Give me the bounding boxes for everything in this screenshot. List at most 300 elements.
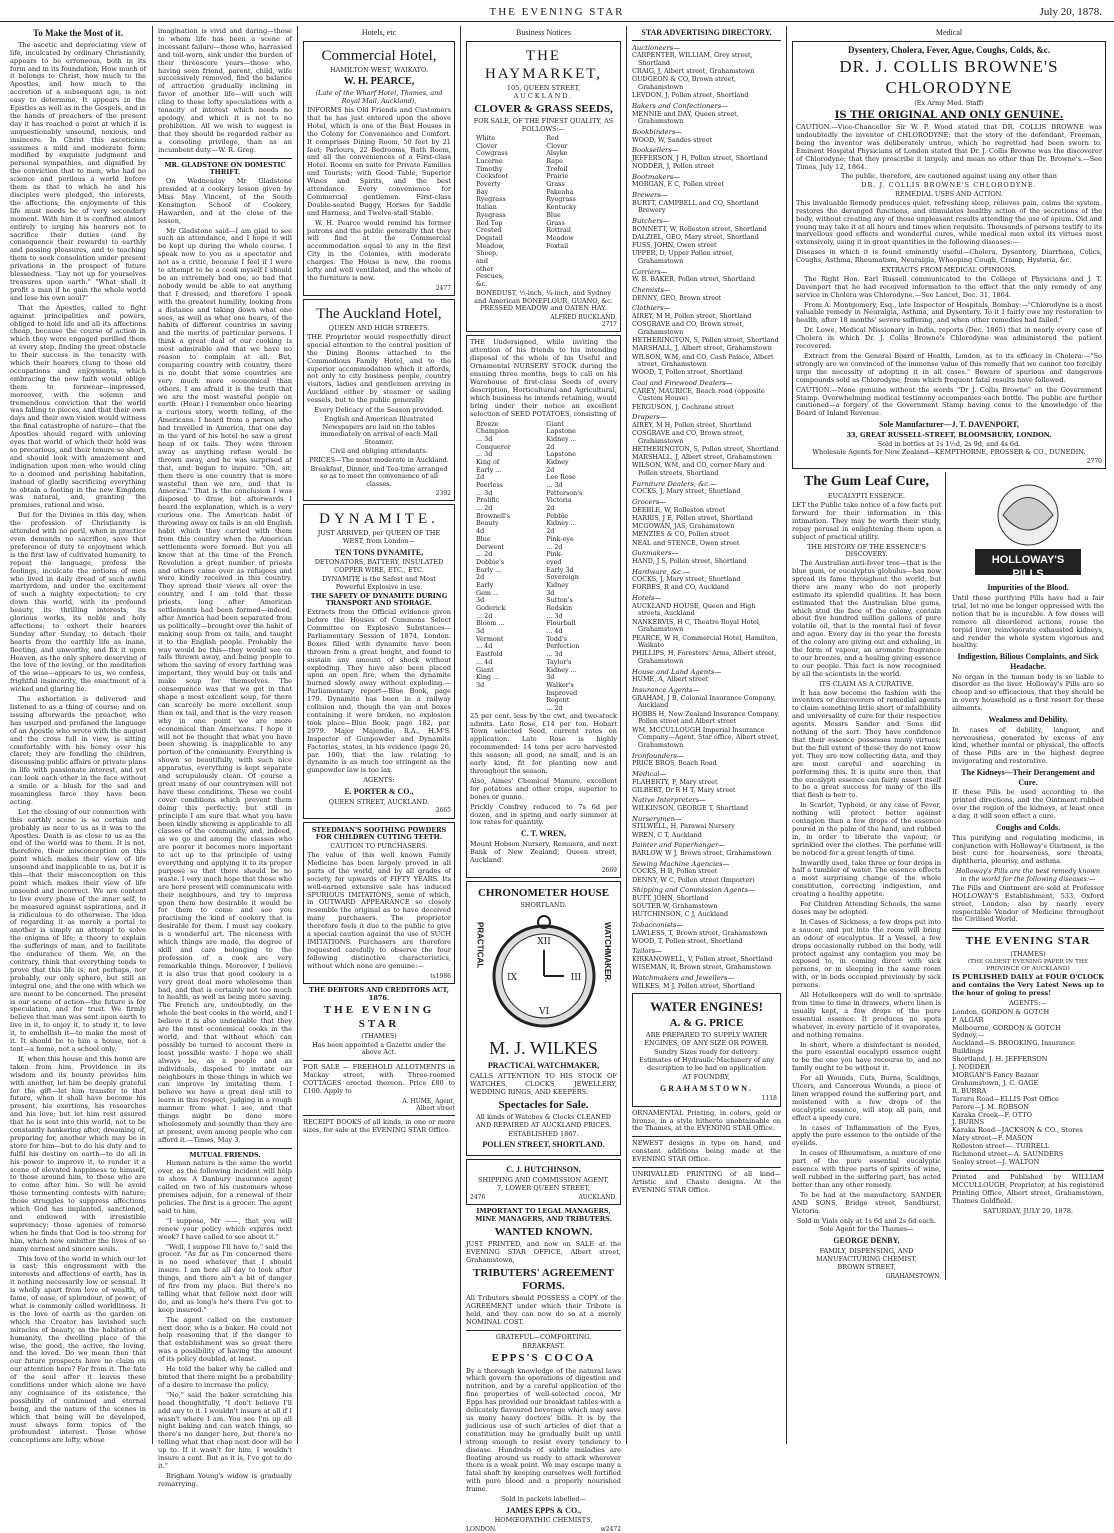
ad-heading: THE SAFETY OF DYNAMITE DURING TRANSPORT AND STORAGE. [310,591,448,608]
seed-item: Alsyke [546,149,568,158]
ad-text: BREAKFAST. [522,1341,565,1350]
directory-entry: HUME, A, Albert street [632,675,709,684]
ad-text: Sundry Sizes ready for delivery. [654,1047,759,1056]
seed-list [470,135,617,289]
ad-side-label: WATCHMAKER. [603,921,612,983]
directory-entry: FORBES, R and CO, Auckland [632,583,730,592]
directory-entry: HETHERINGTON, S, Pollen street, Shortland [632,336,779,345]
column-rule [460,26,461,1444]
ad-text: INFORMS his Old Friends and Customers that he has just entered upon the above Hotel, which is one of the Best Houses in the Colony for Convenience and Comfort. It comprises Dining Room, 50 feet by 21 feet; Parlours, 22 Bedrooms, Bath Room, and all the conveniences of a First-class Hotel. Rooms en suite for Private Families and Tourists; with Good Table, Superior Wines and Spirits, and the best attendance. Every convenience for Commercial gentlemen. First-class Double-seated Buggy, Horses for Saddle and Harness, and Twelve-stall Stable. [307,105,451,217]
directory-category: Tailors— [632,947,663,956]
directory-category: Grocers— [632,498,667,507]
ad-name: C. J. HUTCHINSON, [506,1164,581,1174]
agent-item: J. BURNS [952,1118,984,1127]
ad-text: CALLS ATTENTION TO HIS STOCK OF WATCHES, CLOCKS, JEWELLERY, WEDDING RINGS, AND KEEPERS. [470,1072,617,1096]
column-4 [466,28,621,1533]
ad-text: ESTABLISHED 1867. [508,1129,579,1138]
ad-title: CHRONOMETER HOUSE [477,886,610,899]
ad-text: In Cases of Sickness, a few drops put into a saucer, and put into the room will bring an odour of eucalyptus. If a Vessel, a few drops occasionally rubbed on the body, will protect against any contagion you may be exposed to, in coming direct with sick persons, or in sleeping in the same room with, or in beds occupied previously by sick persons. [792,917,941,990]
directory-category: Butchers— [632,217,670,226]
directory-category: Nurserymen— [632,814,682,823]
seed-item: Italian Ryegrass [476,203,506,219]
directory-entry: NODDER, J, Pollen street [632,162,714,171]
ad-ref: 2770 [1086,458,1102,466]
ad-text: (Ex Army Med. Staff) [914,99,984,108]
directory-entry: WILSON, W.M, and CO, corner Mary and Pollen streets, Shortland [632,461,765,478]
agent-item: Sydney,— [952,1031,985,1040]
directory-entry: BUTT, JOHN, Shortland [632,893,709,902]
ad-text: AT FOUNDRY, [682,1073,731,1082]
ad-text: LET the Public take notice of a few facts put forward for their information in this intimation. They may be worth their study, repay perusal in enlightening them upon a subject of practical utility. [792,501,941,541]
potato-list-right [546,421,611,713]
agent-item: Mary street—F. MASON [952,1134,1033,1143]
potato-item: Prolific ... 2d [476,496,500,513]
directory-entry: COCKS, H B, Pollen street [632,867,718,876]
ad-title: THE DEBTORS AND CREDITORS ACT, 1876. [309,985,449,1002]
ad-text: HOMŒOPATHIC CHEMISTS, [494,1516,593,1525]
directory-entry: DALZIEL, GEO, Mary street, Shortland [632,233,759,241]
directory-entry: BARLOW, W J, Brown street, Grahamstown [632,848,772,857]
directory-entry: CAREY, MAURICE, Beach road (opposite Custom House) [632,386,765,403]
ad-ref: w2472 [600,1526,621,1533]
potato-list-left [476,421,541,713]
ad-name: E. PORTER & CO., [344,787,414,797]
ad-text: In cases of Rheumatism, a mixture of one part of the pure essential eucalyptic essence with three parts of spirits of wine, well rubbed in the suffering part, has acted better than any other remedy. [792,1149,941,1189]
ad-text: SHIPPING AND COMMISSION AGENT, [478,1175,609,1184]
paragraph: "No," said the baker scratching his head thoughtfully, "I don't believe I'll add any to it. I wouldn't insure at all if I wasn't where I am. You see I'm up all night baking and can watch things, so there's no danger here, but there's no telling what that chap next door will be up to. If it wasn't for him, I wouldn't insure a cent. But as it is, I've got to do it." [158,1390,292,1470]
potato-item: Breeze Champion ... 3d [476,419,509,443]
ad-side-label: PRACTICAL [475,921,485,969]
directory-entry: W. B. BAKER, Pollen street, Shortland [632,275,755,284]
potato-item: Walker's Improved Regent ... 2d [546,680,578,712]
potato-item: Giant King ... 3d [476,665,500,689]
ad-text: All kinds of Watches & Clocks CLEANED AND REPAIRED AT AUCKLAND PRICES. [475,1112,612,1129]
ad-name: A. & G. PRICE [669,1016,744,1029]
directory-entry: DEEBLE, W, Rolleston street [632,505,726,514]
paragraph: On Wednesday Mr Gladstone presided at a cookery lesson given by Miss May Vincent, of the South Kensington School of Cookery, Hawarden, and at the close of the lesson, [158,177,292,225]
directory-entry: GRAHAM, J B, Colonial Insurance Company, Auckland [632,693,776,710]
paragraph: Brigham Young's widow is gradually remarrying. [158,1471,292,1488]
directory-entry: HAND, J S, Pollen street, Shortland [632,556,747,565]
article-title: MUTUAL FRIENDS. [189,1150,261,1159]
directory-category: Carriers— [632,267,668,276]
paragraph: This love of the world in which our lot is cast; this engrossment with the interests and affections of earth, has in it nothing necessarily low or sensual. It is wholly apart from love of wealth, of fame, of ease, of splendour, of power, of what is commonly called worldliness. It is the love of earth as the garden on which the Creator has lavished such miracles of beauty, as the habitation of humanity, the dwelling place of the wise, the good, the active, the loving, and the loved. Do we mean then that our future prospects have no claim on our attention here? Far from it. The fate of the soul after it leaves these conditions under which alone we have any cognisance of its existence, the possibility of continued and eternal being, and the nature of the scenes in which that being will be developed, must always form topics of the profoundest interest. Those whose conceptions are lofty, whose [10,1254,146,1445]
ad-text: The Pills and Ointment are sold at Professor HOLLOWAY'S Establishment, 533, Oxford street, London; also by nearly every respectable Vendor of Medicine throughout the Civilised World. [952,883,1104,924]
ad-text: Also, Aimes' Chemical Manure, excellent for potatoes and other crops, superior to bones or guano. [470,776,617,801]
ad-text: JUST ARRIVED, per QUEEN OF THE WEST, from London— [317,529,441,546]
ad-text: GRAHAMSTOWN. [885,1273,941,1281]
directory-entry: UPPER, D, Upper Pollen street, Grahamstown [632,249,734,266]
ad-ref: 2717 [601,321,617,329]
ad-text: Prickly Comfrey reduced to 7s 6d per dozen, and in spring and early summer at low rates for quantity. [470,802,617,827]
directory-category: Hotels— [632,594,662,603]
directory-entry: COSGRAVE and CO, Brown street, Grahamstown [632,429,745,445]
ad-title: TRIBUTERS' AGREEMENT FORMS. [473,1266,614,1292]
directory-entry: BONNETT, W, Rolleston street, Shortland [632,224,767,233]
directory-category: Coal and Firewood Dealers— [632,379,733,388]
column-rule [297,26,298,1444]
ad-text: GRAHAMSTOWN. [660,1083,753,1093]
ad-text: THE Undersigned, while inviting the attention of his friends to his intending disposal of the whole of his Useful and Ornamental NURSERY STOCK during the ensuing three months, begs to call on his Warehouse of first-class Seeds of every description, Horticultural and Agricultural, which business he intends retaining, would bring under their notice an excellent selection of SEED POTATOES, consisting of [470,338,617,418]
svg-text:XII: XII [536,936,551,947]
agent-item: Shortland, J. H. JEFFERSON [952,1055,1048,1064]
directory-entry: COCKS, J, Mary street, Shortland [632,575,741,584]
ad-heading: THE HISTORY OF THE ESSENCE'S DISCOVERY. [807,542,926,559]
directory-entry: PHILLIPS, H, Foresters' Arms, Albert street, Grahamstown [632,649,777,666]
ad-hutchinson [466,1159,621,1205]
agent-item: Auckland—S. BROOKING, Insurance Buildings [952,1039,1075,1056]
directory-entry: NANKERVIS, H C, Theatre Royal Hotel, Grahamstown [632,617,761,634]
potato-item: Sutton's Redskin ... 3d [546,596,573,620]
seed-list-left [476,135,541,289]
agent-item: Karaka Road—JACKSON & CO., Stores [952,1126,1083,1135]
ad-text: LONDON. [466,1526,497,1533]
agent-item: Richmond street—A. SAUNDERS [952,1150,1064,1159]
agent-item: Grahamstown, J. C. GAGE [952,1078,1039,1087]
directory-category: Tobacconists— [632,920,684,929]
directory-entry: WILSON, W.M, and CO, Cash Palace, Albert street, Grahamstown [632,352,774,369]
ad-text: A. HUME, Agent, [402,1097,455,1105]
ad-text: This purifying and regulating medicine, in conjunction with Holloway's Ointment, is the best cure for hoarseness, sore throats, diphtheria, pleurisy, and asthma. [952,833,1104,866]
seed-item: Kentucky Blue Grass [546,203,577,227]
ad-heading: AGENTS:— [1009,998,1047,1007]
directory-entry: SOUTER W, Grahamstown [632,902,718,911]
holloway-emblem-icon [973,475,1083,580]
agent-item: Parore—J. M. ROBSON [952,1102,1030,1111]
ad-auckland-hotel [303,299,455,501]
directory-entry: STILWELL, H, Parawai Nursery [632,822,735,831]
seed-item: Meadow Foxtail [546,233,574,250]
directory-category: Brewers— [632,191,668,200]
watch-icon [484,914,604,1034]
agent-item: P. ALGAR [952,1015,984,1024]
ad-text: The public, therefore, are cautioned against using any other than [841,172,1057,181]
ad-text: (THAMES) [1010,949,1046,958]
ad-text: (THAMES) [361,1031,397,1040]
agent-item: Sealey street—J. WALTON [952,1157,1040,1166]
directory-entry: DENNY, GEO, Brown street [632,293,722,302]
directory-entry: PRICE BROS, Beach Road [632,759,717,768]
directory-entry: WOOD, T, Pollen street, Shortland [632,936,743,945]
agent-item: J. NODDER [952,1063,990,1072]
potato-item: Early Gem ... 3d [476,580,500,605]
directory-entry: FERGUSON, J, Cochrane street [632,402,734,411]
potato-item: Goderick ... 2d [476,604,506,620]
column-rule [152,26,153,1444]
agent-item: Rolleston street—. TURRELL [952,1142,1050,1151]
directory-category: Medical— [632,769,667,778]
ad-text: DETONATORS, BATTERY, INSULATED COPPER WIRE, ETC., ETC. [314,558,444,575]
agents-list [952,1009,1104,1167]
ad-text: To be had at the manufactory, SANDER AND SONS, Bridge street, Sandhurst, Victoria. [792,1190,941,1215]
ad-text: No organ in the human body is so liable to disorder as the liver. Holloway's Pills are so cheap and so efficacious, that they should be in every household as a first resort for these ailments. [952,672,1104,713]
potato-item: Blue Derwent ... 2d [476,534,504,559]
directory-entry: WOOD, W, Sandes street [632,135,713,144]
directory-entry: BURTT, CAMPBELL and CO, Shortland Brewery [632,198,759,215]
potato-item: Flourball ... 4d [546,619,576,636]
directory-entry: LEVDON, J, Pollen street, Shortland [632,91,749,100]
ad-text: Civil and obliging attendants. [330,447,428,456]
ad-dynamite [303,504,455,818]
potato-item: Dobbie's Early ... 2d [476,557,505,582]
directory-title: STAR ADVERTISING DIRECTORY. [632,28,781,41]
ad-text: FOR SALE — FREEHOLD ALLOTMENTS in Mackay street, with Three-roomed COTTAGES erected thereon. Price £80 to £100. Apply to [303,1063,455,1095]
directory-entry: GILBERT, Dr R H T, Mary street [632,785,736,794]
directory-entry: FUSS, JOHN, Owen street [632,241,717,250]
directory-entry: WILKINSON, GEORGE T, Shortland [632,804,749,813]
directory-entry: GUDGEON & CO, Brown street, Grahamstown [632,75,737,91]
ad-ref: 2392 [435,490,451,498]
directory-category: Bookbinders— [632,127,683,136]
paragraph: But for the Divines in this day, when the profession of Christianity is attended with no peril, when in practice even demands no sacrifice, save that preference of duty to enjoyment which is the first law of cultivated humanity, to repeat the language, profess the feelings, inculcate the notions of men who lived in daily dread of such awful martyrdom, and under the excitement of such a mighty expectation; to cry down this world, with its profound beauty, its thrilling interests, its glorious works, its noble and holy affections; to exhort their hearers Sunday after Sunday, to detach their hearts from the earthly life as inane, fleeting, and unworthy, and fix it upon Heaven, as the only sphere deserving of the love of the loving, or the meditation of the wise—appears to us, we confess, frightful insincerity, the enactment of a wicked and glaring lie. [10,511,146,694]
ad-text: BROWN STREET, [837,1263,896,1272]
ad-text: (THE OLDEST EVENING PAPER IN THE PROVINCE OF AUCKLAND) [967,959,1089,973]
ad-text: Extract from the General Board of Health, London, as to its efficacy in Cholera:—"So strongly are we convinced of the immense value of this remedy that we cannot too forcibly urge the necessity of adopting it in all cases." Beware of spurious and dangerous compounds sold as Chlorodyne, from which frequent fatal results have followed. [796,352,1102,384]
paragraph: Human nature is the same the world over, as the following incident will help to show. A Danbury insurance agent called on two of his customers whose premises adjoin, for a renewal of their policies. The first is a grocer. The agent said to him, [158,1159,292,1215]
seed-item: Lucerne [476,157,503,166]
ad-text: CAUTION.—Vice-Chancellor Sir W. P. Wood stated that DR. COLLIS BROWNE was undoubtedly the inventor of CHLORODYNE; that the story of the defendant, Freeman, being the inventor was deliberately untrue, which he regretted had been sworn to. Eminent Hospital Physicians of London stated that Dr. J. Collis Browne was the discoverer of Chlorodyne; that they prescribe it largely, and mean no other than Dr. Browne's.—See Times, July 12, 1864. [796,122,1102,171]
ad-text: By a thorough knowledge of the natural laws which govern the operations of digestion and nutrition, and by a careful application of the fine properties of well-selected cocoa, Mr Epps has provided our breakfast tables with a delicately flavoured beverage which may save us many heavy doctors' bills. It is by the judicious use of such articles of diet that a constitution may be gradually built up until strong enough to resist every tendency to disease. Hundreds of subtle maladies are floating around us ready to attack wherever there is a weak point. We may escape many a fatal shaft by keeping ourselves well fortified with pure blood and a properly nourished frame. [466,1366,621,1494]
directory-entry: HUTCHINSON, C J, Auckland [632,910,729,919]
paragraph: "I suppose, Mr ——, that you will renew your policy which expires next week? I have called to see about it." [158,1216,292,1241]
section-heading: Medical [935,28,963,37]
paragraph: The exhortation is delivered and listened to as a thing of course; and on issuing afterwards the preacher, who has usurped and profaned the language of an Apostle who wrote with the august and the cross full in view, is sitting comfortably with his honey over his claret; they are fondling the children, discussing public affairs or private plans in life with passionate interest, and yet can look each other in the face without a smile or a blush for the sad and meaningless farce they have been acting. [10,695,146,806]
agent-item: Karaka Creek—F. OTTO [952,1110,1033,1119]
ad-text: Albert street [416,1104,455,1112]
agent-item: London, GORDON & GOTCH [952,1007,1050,1016]
ad-text: For Children Attending Schools, the same doses may be adopted. [792,900,941,916]
directory-category: Chemists— [632,286,671,295]
directory-category: Native Interpreters— [632,796,706,805]
ad-text: AUCKLAND. [513,92,574,101]
ad-text: The value of this well known Family Medicine has been largely proved in all parts of the world, and by all grades of society, for upwards of FIFTY YEARS. Its well-earned extensive sale has induced SPURIOUS IMITATIONS, some of which, in OUTWARD APPEARANCE so closely resemble the original as to have deceived many purchasers. The proprietor therefore feels it due to the public to give a special caution against the use of SUCH IMITATIONS. Purchasers are therefore requested carefully to observe the four following distinctive characteristics, without which none are genuine:— [307,850,451,970]
ad-heading: The Kidneys—Their Derangement and Cure. [961,768,1095,787]
directory-category: Painter and Paperhanger— [632,841,726,850]
ad-text: ORNAMENTAL Printing, in colors, gold or bronze, in a style hitherto unobtainable on the Thames, at the EVENING STAR Office. [632,1108,781,1133]
ad-ref: 2665 [435,807,451,815]
ad-text: ARE PREPARED TO SUPPLY WATER ENGINES, OF ANY SIZE OR POWER. [644,1031,769,1047]
directory-entry: NEAL and STENCE, Owen street [632,538,740,547]
ad-chronometer-house [466,881,621,1156]
ad-text: The Australian anti-fever tree—that is the blue gum, or eucalyptus globulus—has now spread its fame throughout the world, but there are many who do not properly estimate its splendid qualities. It has been estimated that the Australian blue gums, which stud the face of the colony, contain about five hundred million gallons of pure volatile oil, that is the mental fuel of fever and ague. Every day in the year the forests of the colony are giving out and exhaling, in the form of vapour, an aromatic fragrance to our breezes, and a healing giving essence to our people. This fact is now recognised by all the scientists in the world. [792,559,941,678]
directory-entry: WISEMAN, R, Brown street, Grahamstown [632,963,771,972]
masthead [0,0,1114,22]
potato-item: Pink-eyed Early 3d [546,550,574,574]
column-5 [632,28,781,1442]
directory-entry: LAWLESS, T, Brown street, Grahamstown [632,928,768,937]
seed-item: Trefoil [546,164,568,173]
directory-category: Shipping and Commission Agents— [632,886,755,895]
directory-entry: MARSHALL, J, Albert street, Grahamstown [632,344,772,353]
ad-heading: Impurities of the Blood. [987,583,1069,593]
directory-entry: KIRKANOWELL, V, Pollen street, Shortland [632,955,773,964]
directory-entry: COSGRAVE and CO, Brown street, Grahamstown [632,320,745,336]
potato-item: Lapstone Kidney 2d [546,450,576,474]
column-1 [10,28,146,1445]
ad-heading: ITS CLAIM AS A CURATIVE. [819,679,914,688]
ad-ref: 2476 [470,1194,486,1202]
svg-text:III: III [570,972,581,983]
ad-text: FOR SALE, OF THE FINEST QUALITY, AS FOLLOWS:— [473,117,614,134]
ad-text: If these Pills be used according to the printed directions, and the Ointment rubbed over the region of the kidneys, at least once a day, it will soon effect a cure. [952,788,1104,821]
agent-item: MORGAN'S Fancy Bazaar [952,1071,1039,1080]
ad-text: Extracts from the Official evidence given before the Houses of Commons Select Committee on Explosive Substances—Parliamentary Session of 1874, London. Boxes filled with dynamite have been thrown from a great height, and found to sustain any amount of shock without exploding. They have also been placed upon an open fire, when the dynamite burned slowly away without exploding.—Parliamentary report—Blue Book, page 179. Dynamite has been in a railway collision and, though the van and boxes containing it were broken, no explosion took place—Blue Book, page 182, par. 2979. Major Majendie, R.A., H.M'S. Inspector of Gunpowder and Dynamite Factories, states, in his evidence (page 26, par. 100), that the law relating to dynamite is as much too stringent as the gunpowder law is too lax. [307,608,451,775]
directory-entry: HETHERINGTON, S, Pollen street, Shortland [632,445,779,454]
ad-text: DYNAMITE is the Safest and Most Powerful Explosive in use. [322,575,436,591]
ad-text: Sold in packets labelled— [500,1495,587,1504]
column-3 [303,28,455,1442]
ad-text: This invaluable Remedy produces quiet, refreshing sleep, relieves pain, calms the system, restores the deranged functions, and stimulates healthy action of the secretions of the body, without creating any of those unpleasant results attending the use of opium. Old and young may take it at all hours and times when requisite. Thousands of persons testify to its marvellous good effects and wonderful cures, while medical men extol its virtues most extensively, using it in great quantities in the following diseases:— [796,198,1102,247]
directory-category: Furniture Dealers, &c.— [632,479,718,488]
ad-text: CAUTION TO PURCHASERS. [330,842,428,851]
ad-heading: Spectacles for Sale. [498,1098,589,1111]
potato-list [470,421,617,713]
article-title: To Make the Most of it. [33,28,123,38]
potato-item: Peerless ... 3d [476,481,504,497]
ad-subtitle: EUCALYPTI ESSENCE. [827,492,906,501]
ad-gum-leaf-cure [792,472,946,1280]
ad-text: Sold in bottles at 1s 1½d, 2s 9d, and 4s 6d. [877,439,1021,448]
seed-item: Pakeaha Ryegrass [546,187,576,204]
ad-title: THE HAYMARKET, [484,47,603,82]
potato-item: Sovereign Kidney 3d [546,573,579,597]
section-heading: Business Notices [516,28,571,37]
ad-nursery [466,335,621,877]
potato-item: Taylor's Kidney ... 3d [546,657,577,682]
ad-text: Sold in Vials only at 1s 6d and 2s 6d each. [796,1216,937,1225]
directory-entry: WILKES, M J, Pollen street, Shortland [632,981,755,990]
ad-heading: Dysentery, Cholera, Fever, Ague, Coughs, Colds, &c. [848,44,1050,55]
directory-entry: AUCKLAND HOUSE, Queen and High streets, Auckland [632,601,756,618]
ad-text: POLLEN STREET, SHORTLAND. [482,1140,605,1150]
potato-item: Lee Rose ... 3d [546,473,576,490]
ad-heading: IS THE ORIGINAL AND ONLY GENUINE. [834,109,1064,121]
page-date: July 20, 1878. [1039,6,1102,18]
ad-heading: REMEDIAL USES AND ACTION. [895,190,1003,198]
ad-subtitle: HAMILTON WEST, WAIKATO. [329,65,429,74]
directory-category: Insurance Agents— [632,686,700,695]
ad-text: SHORTLAND. [520,901,567,910]
ad-text: AUCKLAND. [578,1194,617,1202]
directory-entry: CARPENTER, WILLIAM, Grey street, Shortland [632,51,753,67]
directory-category: Ironfounders— [632,751,684,760]
directory-category: Auctioneers— [632,43,681,52]
directory-category: Bootmakers— [632,172,681,181]
ad-ref: 1118 [761,1095,777,1103]
ad-text: Estimates of Hydraulic Machinery of any description to be had on application [638,1056,775,1073]
ad-haymarket [466,41,621,333]
svg-text:IX: IX [506,972,517,983]
ad-holloway [952,472,1104,1280]
ad-text: All Hotelkeepers will do well to sprinkle from time to time in drawers, where linen is usually kept, a few drops of the pure essential essence. It produces no spots whatever, in every particle of it evaporates, and nothing remains. [792,991,941,1039]
ad-text: 25 per cent. less by the cwt, and two-stock admits. Late Rose, £14 per ton. Hobart Town selected Seed, current rates on application. Late Rose is highly recommended: 14 tons per acre harvested this season; all good, no small, and is an early kind, fit for planting now and throughout the season. [470,711,617,776]
paragraph: That the Apostles, called to fight against principalities and powers, obliged to hold life and all its affections cheap, because the course of action in which they were engaged perilled them at every step, finding the great obstacle to their success in the tenacity with which their hearers clung to those old occupations and enjoyments, which embracing the new faith would oblige them to forswear—impressed, moreover, with the solemn and tremendous conviction that the world was falling to pieces, and that their own days and their own vision would witness the final catastrophe of nature—that the Apostles should regard with unloving eyes that world of which their hold was so precarious, and their tenure so short, and should look with amazement and indignation upon men who would cling to a doomed and perishing habitation, instead of gladly sacrificing everything to obtain a footing in the new Kingdom was natural, and, granting the premises, rational and wise. [10,303,146,510]
ad-title: THE EVENING STAR [323,1004,435,1030]
ad-heading: Weakness and Debility. [988,715,1068,725]
directory-category: Drapers— [632,413,667,422]
ad-title: DYNAMITE. [319,511,439,528]
directory-entry: PEARCE, W H, Commercial Hotel, Hamilton, Waikato [632,633,778,650]
directory-entry: HOBBS H, New Zealand Insurance Company, Pollen street and Albert street [632,709,780,726]
ad-text: Sole Manufacturer—J. T. DAVENPORT, [879,420,1019,430]
ad-chlorodyne [792,41,1106,470]
potato-item: Bloom ... 3d [476,619,505,636]
paragraph: "Well, I suppose I'll have to," said the grocer. "As far as I'm concerned there is no need whatever that I should insure. I am here all day to look after things, and there ain't a bit of danger of fire from my place. But there's no telling what that fellow next door will do, and as long's he's there I've got to keep insured." [158,1242,292,1314]
directory-entry: DENNY, W C, Pollen street (Importer) [632,875,755,884]
directory-category: Bakers and Confectioners— [632,101,728,110]
seed-item: Meadow, Sheep, and other Fescues, &c. [476,241,505,289]
potato-item: Pink-eye ... 2d [546,534,574,551]
directory-entry: WOOD, T, Pollen street, Shortland [632,368,743,377]
paragraph: If, when this house and this home are taken from him, Providence in its wisdom and its bounty provides him with another, let him be deeply grateful for the gift—let him transfer to that future, when it shall have become his present, his exertions, his researches and his love; but let him rest assured that he is sent into this world, not to be constantly hankering after, dreaming of, preparing for, another which may be in store for him—but to do his duty and to fulfil his destiny on earth—to do all in his power to improve it, to render it a scene of elevated happiness to himself, to those around him, to those who are to come after him. So will he avoid those tormenting contests with nature; those struggles to suppress affections which God has implanted, sanctioned, and endowed with irresistible supremacy; those agonies of remorse when he finds that God is too strong for him, which now embitter the lives of so many earnest and sincere souls. [10,1054,146,1253]
directory-category: Booksellers— [632,146,679,155]
paragraph: He told the baker why he called and hinted that there might be a probability of a desire to increase the policy. [158,1365,292,1389]
ad-text: Mount Hobson Nursery, Remuera, and next Bank of New Zealand, Queen street, Auckland. [470,839,617,864]
column-rule [626,26,627,1444]
ad-text: In cases of debility, languor, and nervousness, generated by excess of any kind, whether mental or physical, the effects of these Pills are in the highest degree invigorating and restorative. [952,725,1104,766]
ad-text: NEWEST designs in type on hand, and constant additions being made at the EVENING STAR Office. [632,1139,781,1164]
ad-title: EPPS'S COCOA [491,1352,596,1365]
ad-text: W. H. Pearce would remind his former patrons and the public generally that they will find at the Commercial accommodation equal to any in the first City in the Colonies, with moderate charges. The House is new, the rooms lofty and well ventilated, and the whole of the furniture is new. [307,218,451,283]
ad-text: In cases of Inflammation of the Eyes, apply the pure essence to the outside of the eyelids. [792,1123,941,1148]
ad-commercial-hotel [303,41,455,297]
directory-entry: MENNIE and DAY, Queen street, Grahamstown [632,109,739,126]
holloway-banner: HOLLOWAY'S PILLS [991,554,1065,580]
agent-item: R. BURRA [952,1086,987,1095]
seed-item: Rape [546,157,563,166]
agent-item: Melbourne, GORDON & GOTCH [952,1023,1061,1032]
directory-entry: COCKS, J, Mary street, Shortland [632,487,741,496]
seed-item: Cowgrass [476,149,508,158]
ad-title: Commercial Hotel, [321,47,437,64]
paragraph: imagination is vivid and daring—those to whom life has been a scene of incessant failure—those who, harrassed and toil-worn, sink under the burden of their threescore years—those who, having seen friend, parent, child, wife successively removed, find the balance of attraction gradually inclining in favor of another life—will such will cling to these lofty speculations with a tenacity of interest which needs no apology, and which it is not to no prohibition. All we wish to suggest is that they should be regarded rather as a consoling privilege, than as an incumbent duty.—W. R. Greg. [158,27,292,154]
ad-text: AGENTS: [363,776,395,785]
ad-ref: 2477 [435,284,451,292]
directory-entry: FLAHERTY, F, Mary street [632,777,718,786]
directory-entry: WM. MCCULLOUGH Imperial Insurance Company—Agent, Star office, Albert street, Grahamstown [632,725,779,749]
seed-item: Red Top [476,218,503,227]
ad-text: 33, GREAT RUSSELL-STREET, BLOOMSBURY, LONDON. [846,430,1052,439]
ad-name: W. H. PEARCE, [343,76,415,88]
ad-text: Diseases in which it is found eminently useful—Cholera, Dysentery, Diarrhœa, Colics, Coughs, Asthma, Rheumatism, Neuralgia, Whooping Cough, Cramp, Hysteria, &c. [796,248,1102,265]
directory-entry: AIREY, M H, Pollen street, Shortland [632,420,752,429]
ad-title: CLOVER & GRASS SEEDS, [474,103,613,116]
ad-text: Every Delicacy of the Season provided. [314,406,444,415]
ad-text: In Scarlet, Typhoid, or any case of Fever, nothing will protect better against contagion than a few drops of the essence poured in the palm of the hand, and rubbed in, in order to liberate the vapour, or sprinkled over the clothes. The perfume will be noticed for a great length of time. [792,801,941,857]
ad-name: M. J. WILKES [489,1037,598,1058]
ad-title: The Auckland Hotel, [316,306,442,323]
ad-text: RECEIPT BOOKS of all kinds, in one or more sizes, for sale at the EVENING STAR Office. [303,1118,455,1135]
ad-text: QUEEN STREET, AUCKLAND. [328,797,430,806]
directory-entry: MCGOWAN, JAS, Grahamstown [632,522,735,531]
ad-text: It has now become the fashion with the inventors or discoverers of remedial agents to claim something little short of infallibility and universality of cure for their respective agents. Messrs Sander and Sons did nothing of the sort. They have confidence that their essence possesses many virtues; but the full extent of these they do not know yet. They are now collecting data, and they are most careful and searching in performing this. It is quite sure then, that the eucalypti essence can fairly assert itself to be a great success for many of the ills that flesh is heir to. [792,688,941,800]
advertising-directory [632,44,781,991]
potato-item: Conqueror ... 3d [476,442,511,459]
potato-item: Eastfold ... 4d [476,650,503,666]
ad-text: THE Proprietor would respectfully direct special attention to the central position of the Dining Rooms attached to the Commodious Family Hotel, and to the superior accommodation which it affords, not only to city business people, country visitors, ladies and gentlemen arriving in Auckland either by steamer or sailing vessels, but to the public generally. [307,332,451,405]
ad-text: Has been appointed a Gazette under the above Act. [312,1040,446,1057]
ad-text: PRICES—The most moderate in Auckland. [309,455,449,464]
ad-title: STEEDMAN'S SOOTHING POWDERS FOR CHILDREN CUTTING TEETH. [311,825,447,842]
ad-text: BONEDUST, ½-inch, ¼-inch, and Sydney and American BONEFLOUR, GUANO, &c. PRESSED MEADOW and OATEN HAY. [474,288,613,313]
imprint-date: SATURDAY, JULY 20, 1878. [982,1206,1074,1215]
seed-item: Poverty Bay Ryegrass [476,180,506,204]
potato-item: Giant Lapstone Kidney ... 2d [546,419,577,451]
seed-item: Timothy [476,164,503,173]
svg-text:VI: VI [538,1006,549,1017]
directory-entry: MORGAN, E C, Pollen street [632,180,724,189]
ad-ref: ts1986 [430,972,451,980]
